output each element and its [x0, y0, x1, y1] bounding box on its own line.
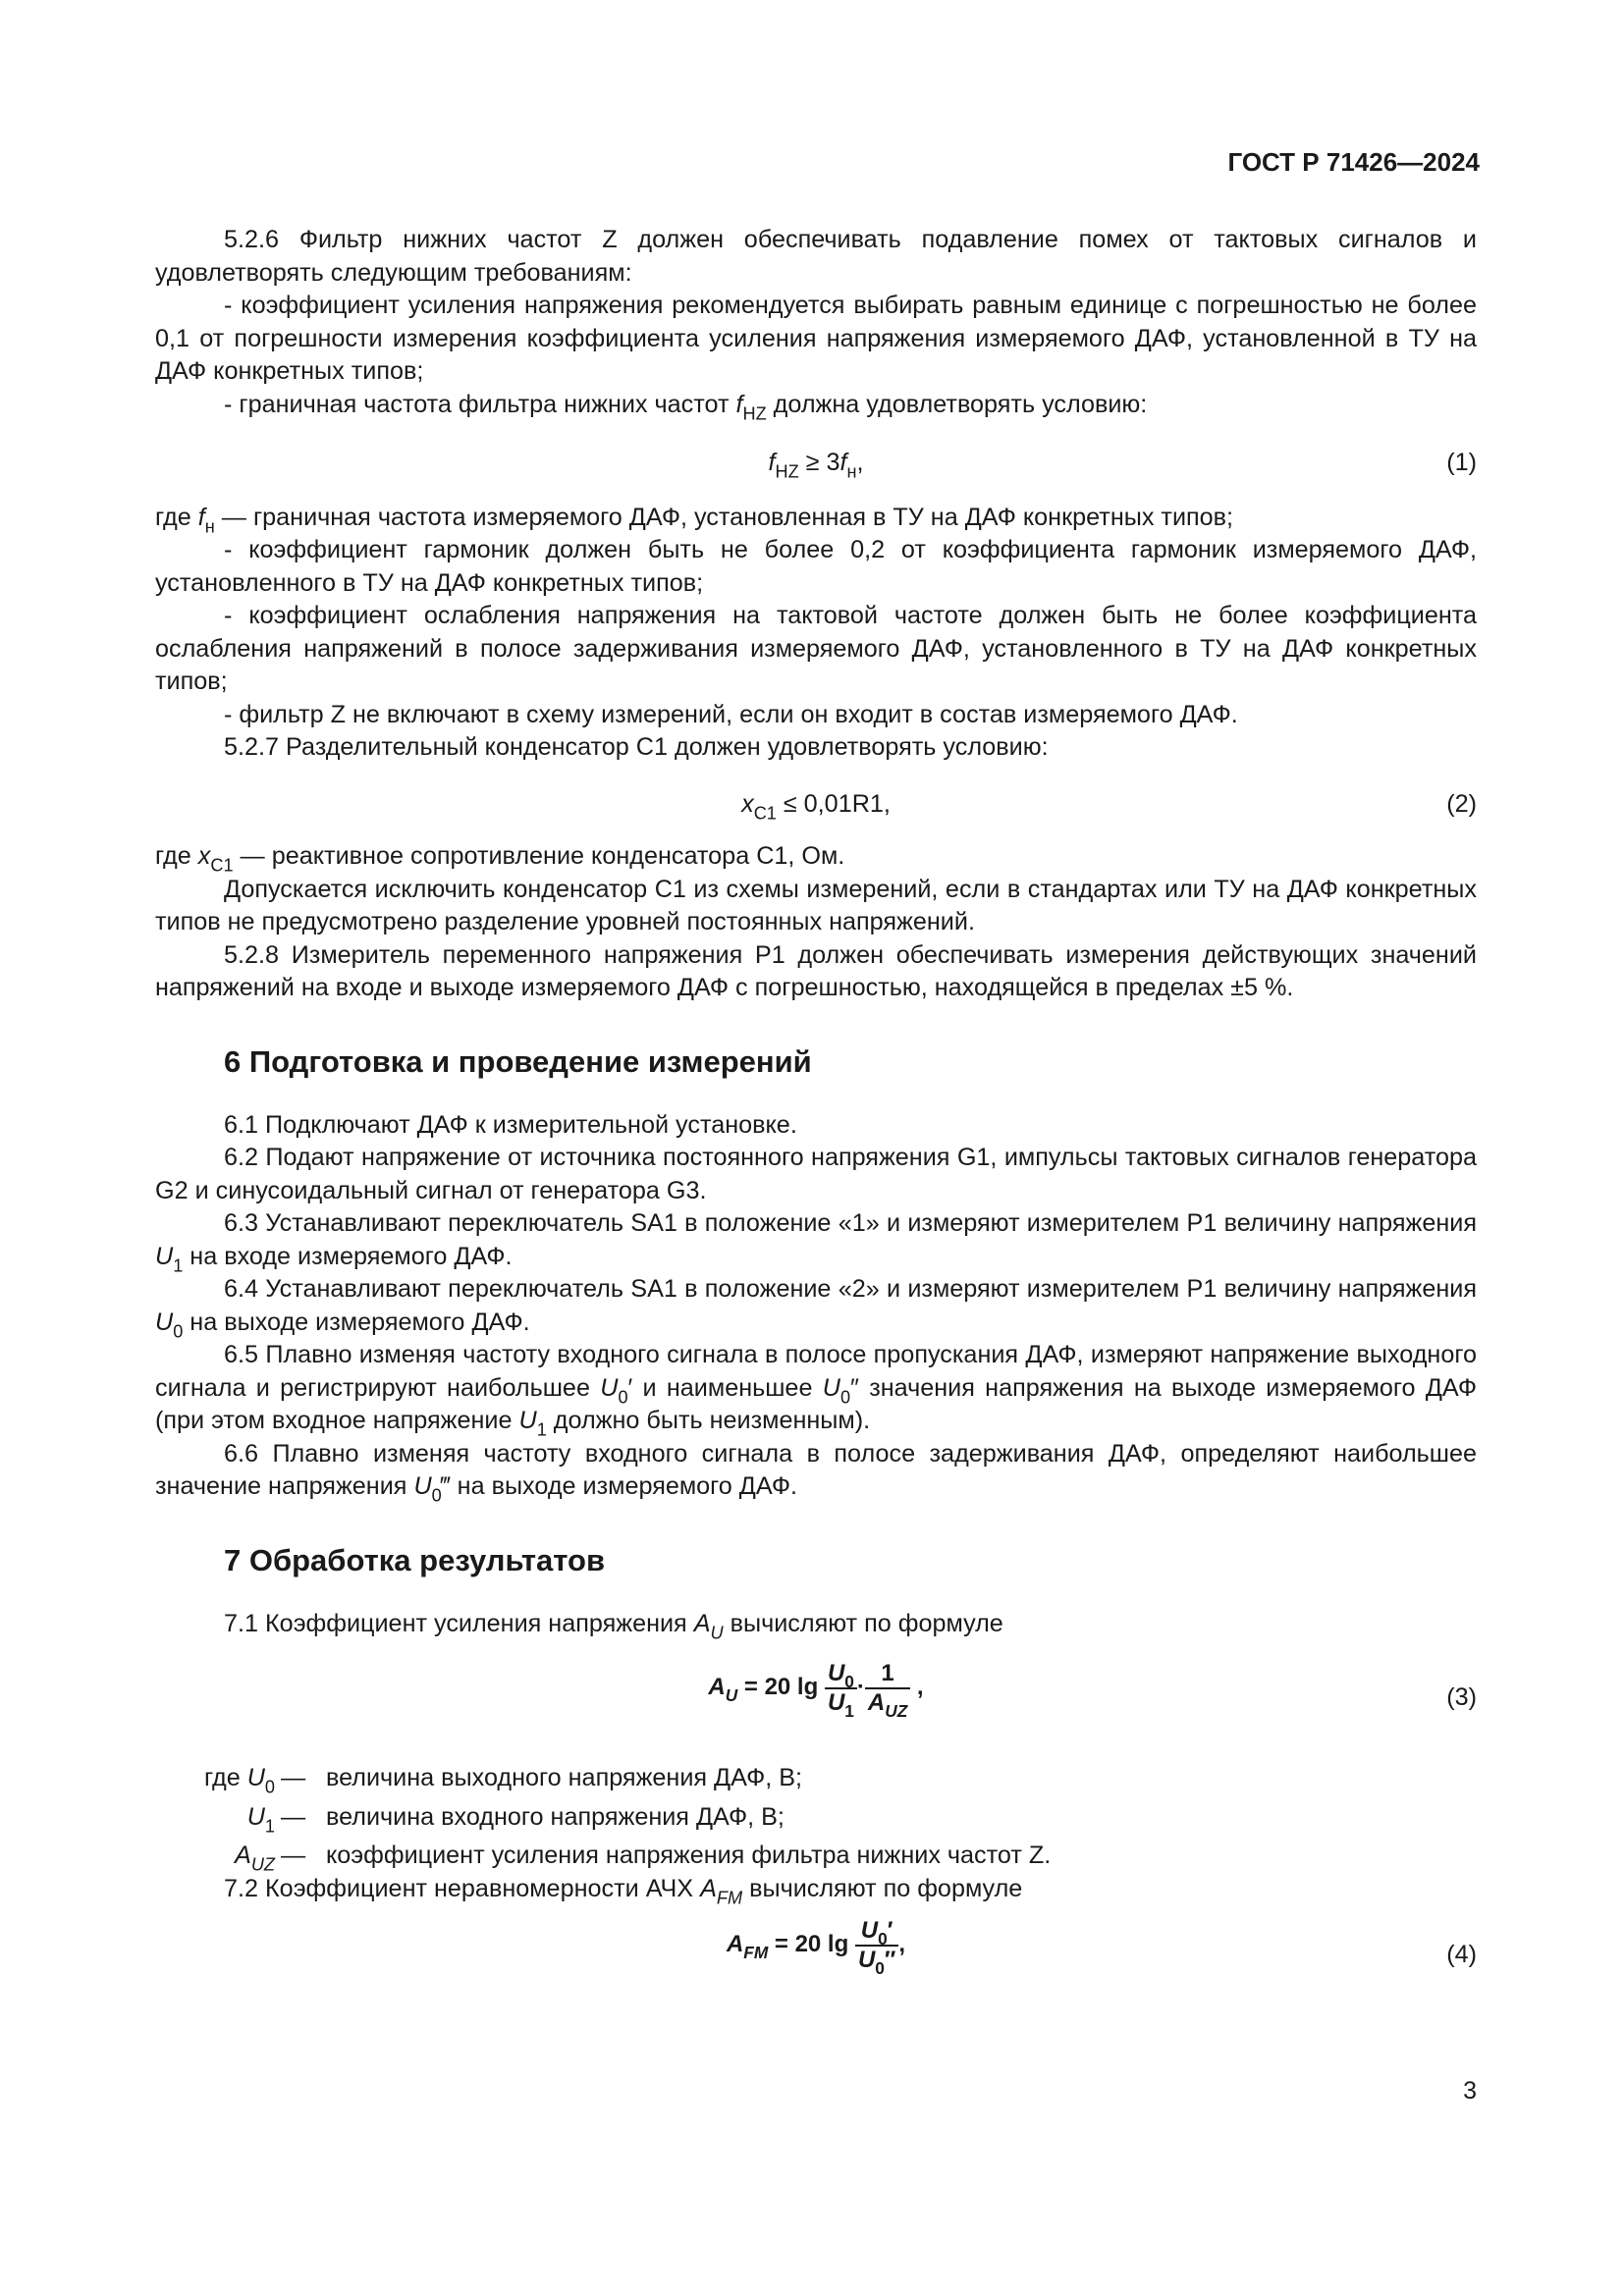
- formula-legend: где $U_0$ — величина выходного напряжения ДАФ, В; $U_1$ — величина входного напряжения ДАФ, В; $A_{UZ}$ — коэффициент усиления напряжения фильтра нижних частот Z.: [203, 1764, 1052, 1875]
- formula-explanation: где $f_н$ — граничная частота измеряемого ДАФ, установленная в ТУ на ДАФ конкретных типов;: [155, 503, 1234, 536]
- clause-6-3: 6.3 Устанавливают переключатель SA1 в положение «1» и измеряют измерителем P1 величину напряжения $U_1$ на входе измеряемого ДАФ.: [155, 1209, 1477, 1275]
- formula-number: (3): [1446, 1683, 1477, 1711]
- requirement-item: - коэффициент гармоник должен быть не более 0,2 от коэффициента гармоник измеряемого ДАФ, установленного в ТУ на ДАФ конкретных типов;: [155, 536, 1477, 597]
- clause-7-2: 7.2 Коэффициент неравномерности АЧХ $A_{FM}$ вычисляют по формуле: [224, 1874, 1023, 1907]
- section-heading-6: 6 Подготовка и проведение измерений: [224, 1043, 812, 1079]
- clause-note: Допускается исключить конденсатор C1 из схемы измерений, если в стандартах или ТУ на ДАФ конкретных типов не предусмотрено разделение уровней постоянных напряжений.: [155, 875, 1477, 935]
- requirement-item: - фильтр Z не включают в схему измерений, если он входит в состав измеряемого ДАФ.: [224, 700, 1238, 728]
- clause-6-4: 6.4 Устанавливают переключатель SA1 в положение «2» и измеряют измерителем P1 величину напряжения $U_0$ на выходе измеряемого ДАФ.: [155, 1275, 1477, 1341]
- formula-1: $f_{НZ} \ge 3f_н$, (1): [768, 449, 1477, 482]
- formula-3: $A_U = 20$ lg $\frac{U_0}{U_1}$ · $\frac{1}{A_{UZ}}$ , (3): [708, 1660, 1477, 1721]
- formula-number: (2): [1446, 789, 1477, 818]
- clause-6-5: 6.5 Плавно изменяя частоту входного сигнала в полосе пропускания ДАФ, измеряют напряжение выходного сигнала и регистрируют наибольшее $U_0'$ и наименьшее $U_0''$ значения напряжения на выходе измеряемого ДАФ (при этом входное напряжение $U_1$ должно быть неизменным).: [155, 1341, 1477, 1440]
- requirement-item: - коэффициент ослабления напряжения на тактовой частоте должен быть не более коэффициента ослабления напряжений в полосе задерживания измеряемого ДАФ, установленного в ТУ на ДАФ конкретных типов;: [155, 602, 1477, 695]
- fraction-1-auz: $\frac{1}{A_{UZ}}$: [865, 1660, 910, 1717]
- fraction-u0-u1: $\frac{U_0}{U_1}$: [825, 1660, 857, 1717]
- clause-5-2-8: 5.2.8 Измеритель переменного напряжения P1 должен обеспечивать измерения действующих значений напряжений на входе и выходе измеряемого ДАФ с погрешностью, находящейся в пределах ±5 %.: [155, 940, 1477, 1001]
- clause-5-2-6: 5.2.6 Фильтр нижних частот Z должен обеспечивать подавление помех от тактовых сигналов и удовлетворять следующим требованиям:: [155, 226, 1477, 287]
- document-code: ГОСТ Р 71426—2024: [1227, 147, 1480, 177]
- formula-number: (1): [1446, 449, 1477, 476]
- fraction-u0-prime: $\frac{U_0'}{U_0''}$: [855, 1917, 898, 1974]
- page-number: 3: [1463, 2077, 1477, 2105]
- clause-5-2-7: 5.2.7 Разделительный конденсатор C1 должен удовлетворять условию:: [224, 733, 1049, 761]
- formula-number: (4): [1446, 1941, 1477, 1968]
- section-heading-7: 7 Обработка результатов: [224, 1542, 606, 1577]
- requirement-item: - граничная частота фильтра нижних частот $f_{НZ}$ должна удовлетворять условию:: [224, 390, 1148, 423]
- page-body: [155, 224, 1477, 2003]
- clause-7-1: 7.1 Коэффициент усиления напряжения $A_U$ вычисляют по формуле: [224, 1609, 1003, 1642]
- requirement-item: - коэффициент усиления напряжения рекомендуется выбирать равным единице с погрешностью не более 0,1 от погрешности измерения коэффициента усиления напряжения измеряемого ДАФ, установленной в ТУ на ДАФ конкретных типов;: [155, 292, 1477, 385]
- clause-6-2: 6.2 Подают напряжение от источника постоянного напряжения G1, импульсы тактовых сигналов генератора G2 и синусоидальный сигнал от генератора G3.: [155, 1144, 1477, 1204]
- clause-6-1: 6.1 Подключают ДАФ к измерительной установке.: [224, 1110, 797, 1139]
- formula-2: $x_{C1} \le 0,01R1$, (2): [741, 789, 1477, 823]
- clause-6-6: 6.6 Плавно изменяя частоту входного сигнала в полосе задерживания ДАФ, определяют наибольшее значение напряжения $U_0‴$ на выходе измеряемого ДАФ.: [155, 1439, 1477, 1506]
- formula-4: $A_{FM} = 20$ lg $\frac{U_0'}{U_0''}$ , (4): [726, 1917, 1477, 1978]
- formula-explanation: где $x_{C1}$ — реактивное сопротивление конденсатора C1, Ом.: [155, 842, 845, 876]
